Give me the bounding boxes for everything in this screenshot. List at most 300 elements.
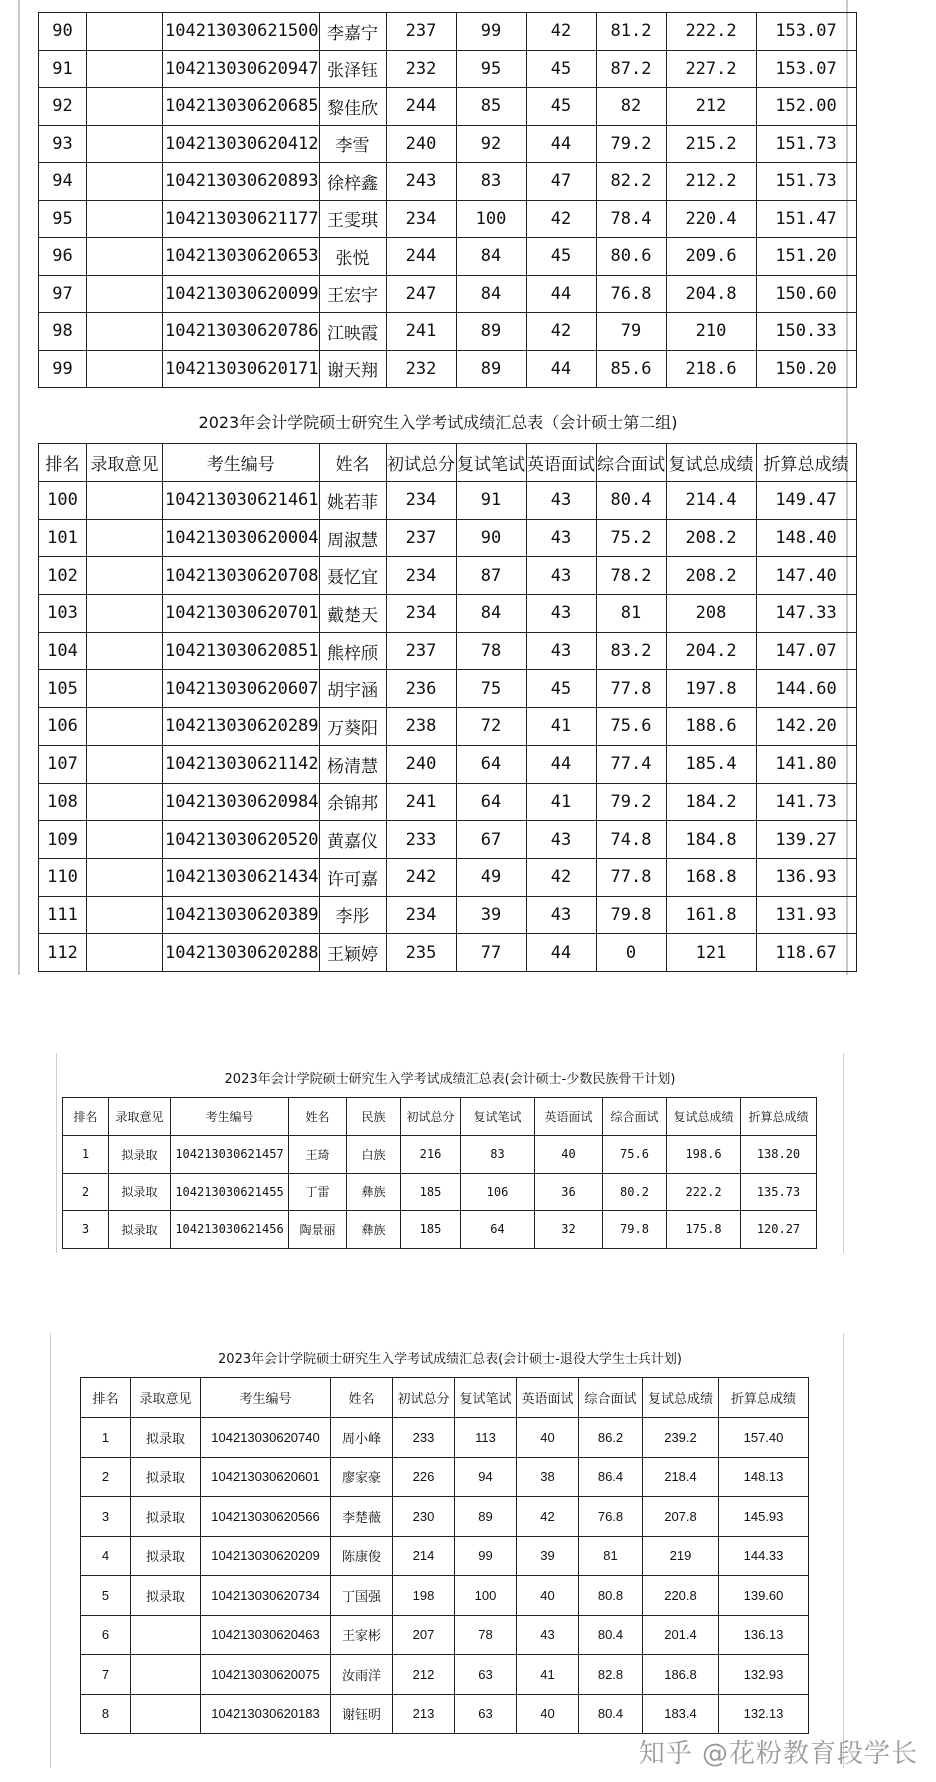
table-cell: 丁雷 [289,1173,347,1211]
table-cell: 214.4 [666,482,756,520]
table-cell: 45 [526,670,596,708]
table-cell: 208.2 [666,519,756,557]
table-row [81,1694,809,1734]
table-cell: 94 [39,163,87,201]
table-cell: 44 [526,275,596,313]
table-cell: 168.8 [666,858,756,896]
table-cell: 3 [81,1497,131,1537]
table-cell: 39 [517,1536,579,1576]
table-cell: 78.4 [596,200,666,238]
table-cell: 218.6 [666,350,756,388]
table-cell: 208.2 [666,557,756,595]
table-cell: 5 [81,1576,131,1616]
table-cell: 215.2 [666,125,756,163]
table-cell: 83 [456,163,526,201]
table-row [39,88,857,126]
table-cell: 姚若菲 [319,482,386,520]
table-cell: 聂忆宜 [319,557,386,595]
table-cell: 104213030620288 [163,934,320,972]
table-cell: 胡宇涵 [319,670,386,708]
table-cell: 212.2 [666,163,756,201]
table-cell: 80.6 [596,238,666,276]
table-cell [87,13,163,51]
table-cell: 47 [526,163,596,201]
table-header-row [39,444,857,482]
table-cell: 周小峰 [331,1418,393,1458]
table-cell: 李彤 [319,896,386,934]
column-header: 姓名 [289,1098,347,1136]
table-cell: 李雪 [319,125,386,163]
table-cell: 王颖婷 [319,934,386,972]
table-cell: 101 [39,519,87,557]
score-table-group1-continuation [38,12,857,388]
table-cell: 75 [456,670,526,708]
table-cell: 拟录取 [109,1136,171,1174]
table-cell [87,313,163,351]
table-cell: 白族 [347,1136,401,1174]
table-cell: 104213030620520 [163,821,320,859]
table-cell: 76.8 [579,1497,643,1537]
table-cell: 42 [526,200,596,238]
column-header: 英语面试 [517,1378,579,1418]
table-cell: 104213030621434 [163,858,320,896]
table-cell: 77 [456,934,526,972]
table-cell: 99 [39,350,87,388]
table-cell: 王宏宇 [319,275,386,313]
table-cell: 220.4 [666,200,756,238]
table-cell: 188.6 [666,708,756,746]
column-header: 复试笔试 [455,1378,517,1418]
table-row [81,1418,809,1458]
table-cell: 谢天翔 [319,350,386,388]
table-cell: 82.2 [596,163,666,201]
table-cell: 104213030620984 [163,783,320,821]
table-cell: 104213030621461 [163,482,320,520]
table-cell [87,238,163,276]
table-cell: 44 [526,934,596,972]
table-cell: 104213030620947 [163,50,320,88]
table-cell [87,670,163,708]
table-cell: 100 [39,482,87,520]
table-cell: 104213030620734 [201,1576,331,1616]
column-header: 折算总成绩 [756,444,856,482]
table-row [81,1536,809,1576]
table-cell: 拟录取 [131,1497,201,1537]
table-cell: 75.6 [603,1136,667,1174]
table-cell: 99 [456,13,526,51]
table-row [39,595,857,633]
table-cell: 112 [39,934,87,972]
table-cell: 80.4 [579,1615,643,1655]
table-cell: 198 [393,1576,455,1616]
table-cell: 243 [386,163,456,201]
table-cell: 45 [526,50,596,88]
table-cell: 80.4 [596,482,666,520]
table-cell: 236 [386,670,456,708]
table-cell: 110 [39,858,87,896]
table-cell: 151.20 [756,238,856,276]
table-cell: 104213030620389 [163,896,320,934]
table-cell: 204.8 [666,275,756,313]
table-cell: 79.2 [596,783,666,821]
table-cell: 3 [63,1211,109,1249]
table-row [39,275,857,313]
table-cell: 85 [456,88,526,126]
table-cell: 237 [386,519,456,557]
table-cell: 1 [63,1136,109,1174]
table-cell: 183.4 [643,1694,719,1734]
table-row [63,1136,817,1174]
table-cell: 许可嘉 [319,858,386,896]
table-cell: 232 [386,50,456,88]
table-cell: 104 [39,632,87,670]
table-cell: 42 [526,313,596,351]
watermark: 知乎 @花粉教育段学长 [638,1739,918,1769]
table-cell: 黄嘉仪 [319,821,386,859]
table-cell: 185.4 [666,745,756,783]
table-title-group2: 2023年会计学院硕士研究生入学考试成绩汇总表（会计硕士第二组) [198,413,678,432]
table-cell: 96 [39,238,87,276]
table-row [81,1655,809,1695]
table-cell: 132.93 [719,1655,809,1695]
table-row [63,1173,817,1211]
table-cell: 207 [393,1615,455,1655]
table-cell: 2 [81,1457,131,1497]
table-cell [87,896,163,934]
table-cell: 214 [393,1536,455,1576]
table-cell: 拟录取 [131,1536,201,1576]
column-header: 复试总成绩 [666,444,756,482]
table-cell: 108 [39,783,87,821]
table-cell: 79 [596,313,666,351]
table-cell: 104213030620786 [163,313,320,351]
table-cell: 104213030620004 [163,519,320,557]
table-cell: 王家彬 [331,1615,393,1655]
table-cell: 95 [456,50,526,88]
table-cell: 185 [401,1173,461,1211]
table-row [39,482,857,520]
table-cell: 32 [535,1211,603,1249]
score-table-group2 [38,443,857,972]
table-cell: 204.2 [666,632,756,670]
table-cell [131,1694,201,1734]
table-cell: 107 [39,745,87,783]
table-cell: 43 [526,557,596,595]
table-cell: 201.4 [643,1615,719,1655]
table-cell: 142.20 [756,708,856,746]
table-cell: 144.60 [756,670,856,708]
table-cell: 219 [643,1536,719,1576]
column-header: 复试总成绩 [667,1098,741,1136]
table-row [39,708,857,746]
table-cell: 63 [455,1655,517,1695]
table-cell: 105 [39,670,87,708]
table-cell: 76.8 [596,275,666,313]
table-cell: 78 [456,632,526,670]
table-cell: 余锦邦 [319,783,386,821]
table-cell: 45 [526,238,596,276]
table-cell: 0 [596,934,666,972]
table-cell: 74.8 [596,821,666,859]
table-cell: 144.33 [719,1536,809,1576]
table-cell: 104213030620851 [163,632,320,670]
table-cell: 241 [386,313,456,351]
table-cell: 102 [39,557,87,595]
table-row [81,1615,809,1655]
table-cell: 234 [386,896,456,934]
table-cell: 86.4 [579,1457,643,1497]
table-cell: 104213030621142 [163,745,320,783]
table-cell: 86.2 [579,1418,643,1458]
column-header: 综合面试 [596,444,666,482]
table-row [39,670,857,708]
table-cell: 232 [386,350,456,388]
table-title-minority: 2023年会计学院硕士研究生入学考试成绩汇总表(会计硕士-少数民族骨干计划) [224,1072,676,1087]
table-cell: 186.8 [643,1655,719,1695]
table-cell: 104213030621177 [163,200,320,238]
table-cell: 84 [456,238,526,276]
table-cell: 89 [456,350,526,388]
table-cell: 84 [456,275,526,313]
table-cell [87,200,163,238]
table-row [39,858,857,896]
table-cell: 104213030620183 [201,1694,331,1734]
table-cell: 104213030620701 [163,595,320,633]
column-header: 排名 [39,444,87,482]
table-cell: 拟录取 [131,1457,201,1497]
table-cell: 43 [526,896,596,934]
table-cell [131,1655,201,1695]
column-header: 考生编号 [201,1378,331,1418]
table-cell: 64 [456,783,526,821]
column-header: 英语面试 [526,444,596,482]
table-cell [87,783,163,821]
table-cell: 109 [39,821,87,859]
table-cell: 106 [461,1173,535,1211]
table-cell: 121 [666,934,756,972]
table-cell: 244 [386,88,456,126]
table-cell: 106 [39,708,87,746]
table-row [39,821,857,859]
column-header: 排名 [81,1378,131,1418]
table-cell: 拟录取 [131,1418,201,1458]
table-cell [87,163,163,201]
table-cell: 234 [386,595,456,633]
table-cell: 79.2 [596,125,666,163]
table-row [39,238,857,276]
table-cell: 82 [596,88,666,126]
table-cell: 王雯琪 [319,200,386,238]
table-cell: 92 [39,88,87,126]
table-cell: 40 [517,1694,579,1734]
table-cell: 36 [535,1173,603,1211]
table-cell: 李嘉宁 [319,13,386,51]
table-cell: 139.60 [719,1576,809,1616]
table-row [39,163,857,201]
table-cell [87,50,163,88]
table-row [39,200,857,238]
table-cell: 85.6 [596,350,666,388]
table-cell: 89 [455,1497,517,1537]
table-cell: 4 [81,1536,131,1576]
table-cell: 238 [386,708,456,746]
column-header: 综合面试 [603,1098,667,1136]
table-cell: 黎佳欣 [319,88,386,126]
table-cell: 41 [517,1655,579,1695]
column-header: 英语面试 [535,1098,603,1136]
table-cell: 197.8 [666,670,756,708]
table-cell: 148.40 [756,519,856,557]
table-cell: 118.67 [756,934,856,972]
table-cell: 91 [39,50,87,88]
column-header: 考生编号 [163,444,320,482]
table-cell: 104213030620740 [201,1418,331,1458]
table-row [39,745,857,783]
table-cell: 82.8 [579,1655,643,1695]
table-cell: 81 [596,595,666,633]
table-cell: 1 [81,1418,131,1458]
table-row [39,632,857,670]
table-cell: 80.4 [579,1694,643,1734]
table-cell: 141.73 [756,783,856,821]
table-cell [87,482,163,520]
table-cell: 100 [456,200,526,238]
table-cell: 汝雨洋 [331,1655,393,1695]
table-cell: 43 [517,1615,579,1655]
table-cell: 138.20 [741,1136,817,1174]
table-cell [87,821,163,859]
table-cell: 41 [526,708,596,746]
score-table-minority [62,1097,817,1249]
column-header: 录取意见 [87,444,163,482]
table-cell: 157.40 [719,1418,809,1458]
table-cell: 40 [517,1418,579,1458]
column-header: 折算总成绩 [741,1098,817,1136]
table-cell: 198.6 [667,1136,741,1174]
table-cell: 210 [666,313,756,351]
column-header: 初试总分 [401,1098,461,1136]
table-cell: 226 [393,1457,455,1497]
table-cell: 147.07 [756,632,856,670]
table-cell [87,557,163,595]
table-cell: 王琦 [289,1136,347,1174]
table-cell: 43 [526,595,596,633]
table-cell: 222.2 [667,1173,741,1211]
table-cell: 77.8 [596,858,666,896]
table-cell: 80.8 [579,1576,643,1616]
table-title-veteran: 2023年会计学院硕士研究生入学考试成绩汇总表(会计硕士-退役大学生士兵计划) [218,1352,682,1367]
table-cell: 147.40 [756,557,856,595]
table-cell: 80.2 [603,1173,667,1211]
table-cell: 91 [456,482,526,520]
table-cell: 104213030621457 [171,1136,289,1174]
column-header: 综合面试 [579,1378,643,1418]
table-row [39,125,857,163]
table-cell: 43 [526,519,596,557]
table-cell: 44 [526,125,596,163]
table-cell: 220.8 [643,1576,719,1616]
column-header: 录取意见 [131,1378,201,1418]
table-cell: 218.4 [643,1457,719,1497]
table-cell: 拟录取 [109,1173,171,1211]
table-cell: 彝族 [347,1211,401,1249]
table-row [63,1211,817,1249]
table-cell: 64 [456,745,526,783]
column-header: 排名 [63,1098,109,1136]
table-row [39,50,857,88]
column-header: 民族 [347,1098,401,1136]
table-cell: 90 [456,519,526,557]
table-cell [87,632,163,670]
table-cell: 丁国强 [331,1576,393,1616]
table-cell: 151.47 [756,200,856,238]
table-cell: 104213030621455 [171,1173,289,1211]
table-row [39,783,857,821]
column-header: 初试总分 [393,1378,455,1418]
table-cell: 43 [526,632,596,670]
table-cell: 42 [517,1497,579,1537]
table-cell: 6 [81,1615,131,1655]
table-cell: 81.2 [596,13,666,51]
table-cell: 234 [386,557,456,595]
table-row [81,1457,809,1497]
table-row [39,519,857,557]
table-cell: 104213030620412 [163,125,320,163]
column-header: 姓名 [319,444,386,482]
table-cell: 99 [455,1536,517,1576]
table-row [39,350,857,388]
table-cell: 7 [81,1655,131,1695]
table-cell: 44 [526,745,596,783]
table-cell: 230 [393,1497,455,1537]
table-cell: 208 [666,595,756,633]
table-cell: 184.2 [666,783,756,821]
table-cell: 242 [386,858,456,896]
table-cell: 39 [456,896,526,934]
table-cell: 79.8 [596,896,666,934]
table-cell: 240 [386,745,456,783]
table-cell: 151.73 [756,163,856,201]
column-header: 姓名 [331,1378,393,1418]
table-cell: 87.2 [596,50,666,88]
column-header: 复试笔试 [461,1098,535,1136]
table-cell: 234 [386,200,456,238]
table-header-row [63,1098,817,1136]
table-cell: 熊梓颀 [319,632,386,670]
table-cell: 92 [456,125,526,163]
table-cell [87,88,163,126]
table-cell: 161.8 [666,896,756,934]
table-cell [87,745,163,783]
table-cell: 44 [526,350,596,388]
table-cell: 93 [39,125,87,163]
table-cell: 江映霞 [319,313,386,351]
table-cell: 拟录取 [109,1211,171,1249]
table-cell: 张悦 [319,238,386,276]
table-cell: 104213030620566 [201,1497,331,1537]
table-cell: 陈康俊 [331,1536,393,1576]
table-cell: 152.00 [756,88,856,126]
table-cell: 240 [386,125,456,163]
table-cell: 杨清慧 [319,745,386,783]
table-row [81,1497,809,1537]
table-cell: 廖家豪 [331,1457,393,1497]
table-row [39,13,857,51]
table-cell: 104213030620601 [201,1457,331,1497]
table-cell: 83 [461,1136,535,1174]
column-header: 复试总成绩 [643,1378,719,1418]
table-cell [87,125,163,163]
